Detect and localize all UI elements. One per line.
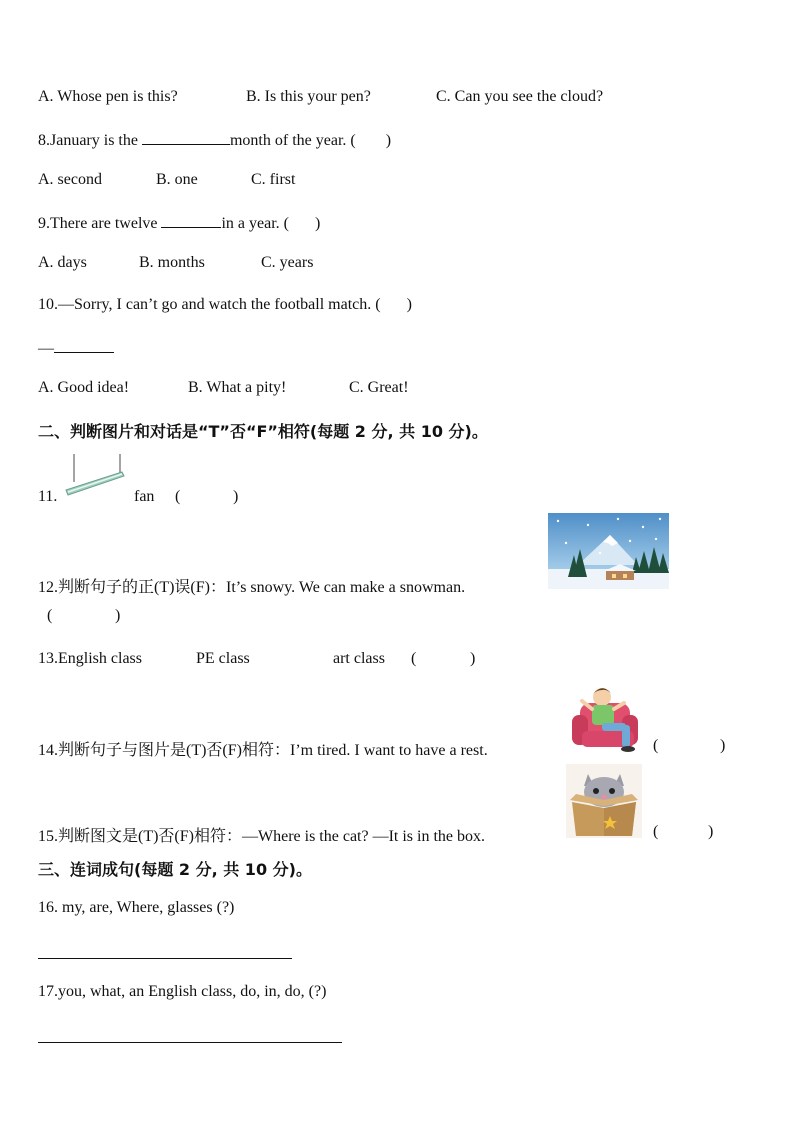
- q10-reply-blank[interactable]: [54, 338, 114, 353]
- q8-text-after: month of the year. (: [229, 132, 356, 149]
- q13-answer-space[interactable]: [424, 650, 468, 668]
- q11-paren-close: ): [233, 488, 239, 505]
- q11-answer-space[interactable]: [188, 488, 228, 506]
- q13-paren-open: (: [411, 650, 417, 667]
- q17-answer-line[interactable]: [38, 1042, 342, 1043]
- q14-answer-space[interactable]: [666, 737, 718, 755]
- q8-blank[interactable]: [142, 130, 230, 145]
- q9-text-before: 9.There are twelve: [38, 215, 162, 232]
- q7-option-a: A. Whose pen is this?: [38, 88, 178, 105]
- q9-option-a: A. days: [38, 254, 87, 271]
- snowy-landscape-picture: [548, 513, 669, 589]
- tired-boy-in-armchair-picture: [566, 681, 644, 753]
- section-3-heading: 三、连词成句(每题 2 分, 共 10 分)。: [38, 860, 312, 879]
- q14-paren-close: ): [720, 737, 726, 754]
- q12-text: 12.判断句子的正(T)误(F)：It’s snowy. We can make a snowman.: [38, 579, 466, 596]
- q10-option-c: C. Great!: [349, 379, 409, 396]
- q9-blank[interactable]: [161, 213, 221, 228]
- q10-reply-dash: —: [38, 340, 54, 357]
- section-2-heading: 二、判断图片和对话是“T”否“F”相符(每题 2 分, 共 10 分)。: [38, 422, 488, 441]
- q11-paren-open: (: [175, 488, 181, 505]
- q9-close-paren: ): [315, 215, 321, 232]
- q14-paren-open: (: [653, 737, 659, 754]
- question-9: [38, 213, 320, 233]
- q8-close-paren: ): [385, 132, 392, 149]
- q9-option-c: C. years: [261, 254, 314, 271]
- q10-reply: [38, 338, 114, 358]
- q13-paren-close: ): [470, 650, 476, 667]
- q12-paren-close: ): [115, 607, 121, 624]
- q12-paren-open: (: [47, 607, 53, 624]
- q9-text-after: in a year. (: [221, 215, 290, 232]
- q8-option-c: C. first: [251, 171, 296, 188]
- q10-text: 10.—Sorry, I can’t go and watch the football match. (: [38, 296, 381, 313]
- q10-option-a: A. Good idea!: [38, 379, 130, 396]
- q13-item-english-class: 13.English class: [38, 650, 142, 667]
- q15-paren-close: ): [708, 823, 714, 840]
- q17-text: 17.you, what, an English class, do, in, do, (?): [38, 983, 327, 1000]
- question-8: [38, 130, 391, 150]
- fluorescent-lamp-picture: [62, 452, 126, 500]
- q15-answer-space[interactable]: [666, 823, 706, 841]
- q16-text: 16. my, are, Where, glasses (?): [38, 899, 235, 916]
- q9-option-b: B. months: [139, 254, 205, 271]
- q13-item-art-class: art class: [333, 650, 385, 667]
- q8-text-before: 8.January is the: [38, 132, 142, 149]
- q11-word: fan: [134, 488, 155, 505]
- q11-number: 11.: [38, 488, 58, 505]
- q10-close-paren: ): [406, 296, 412, 313]
- cat-in-box-picture: [566, 764, 642, 838]
- q13-item-pe-class: PE class: [196, 650, 250, 667]
- q7-option-b: B. Is this your pen?: [246, 88, 371, 105]
- q12-answer-space[interactable]: [60, 607, 110, 625]
- q10-option-b: B. What a pity!: [188, 379, 287, 396]
- q15-paren-open: (: [653, 823, 659, 840]
- q14-text: 14.判断句子与图片是(T)否(F)相符：I’m tired. I want to have a rest.: [38, 742, 488, 759]
- q16-answer-line[interactable]: [38, 958, 292, 959]
- q15-text: 15.判断图文是(T)否(F)相符：—Where is the cat? —It is in the box.: [38, 828, 486, 845]
- q8-option-a: A. second: [38, 171, 102, 188]
- question-10: [38, 296, 412, 314]
- q7-option-c: C. Can you see the cloud?: [436, 88, 604, 105]
- q8-option-b: B. one: [156, 171, 198, 188]
